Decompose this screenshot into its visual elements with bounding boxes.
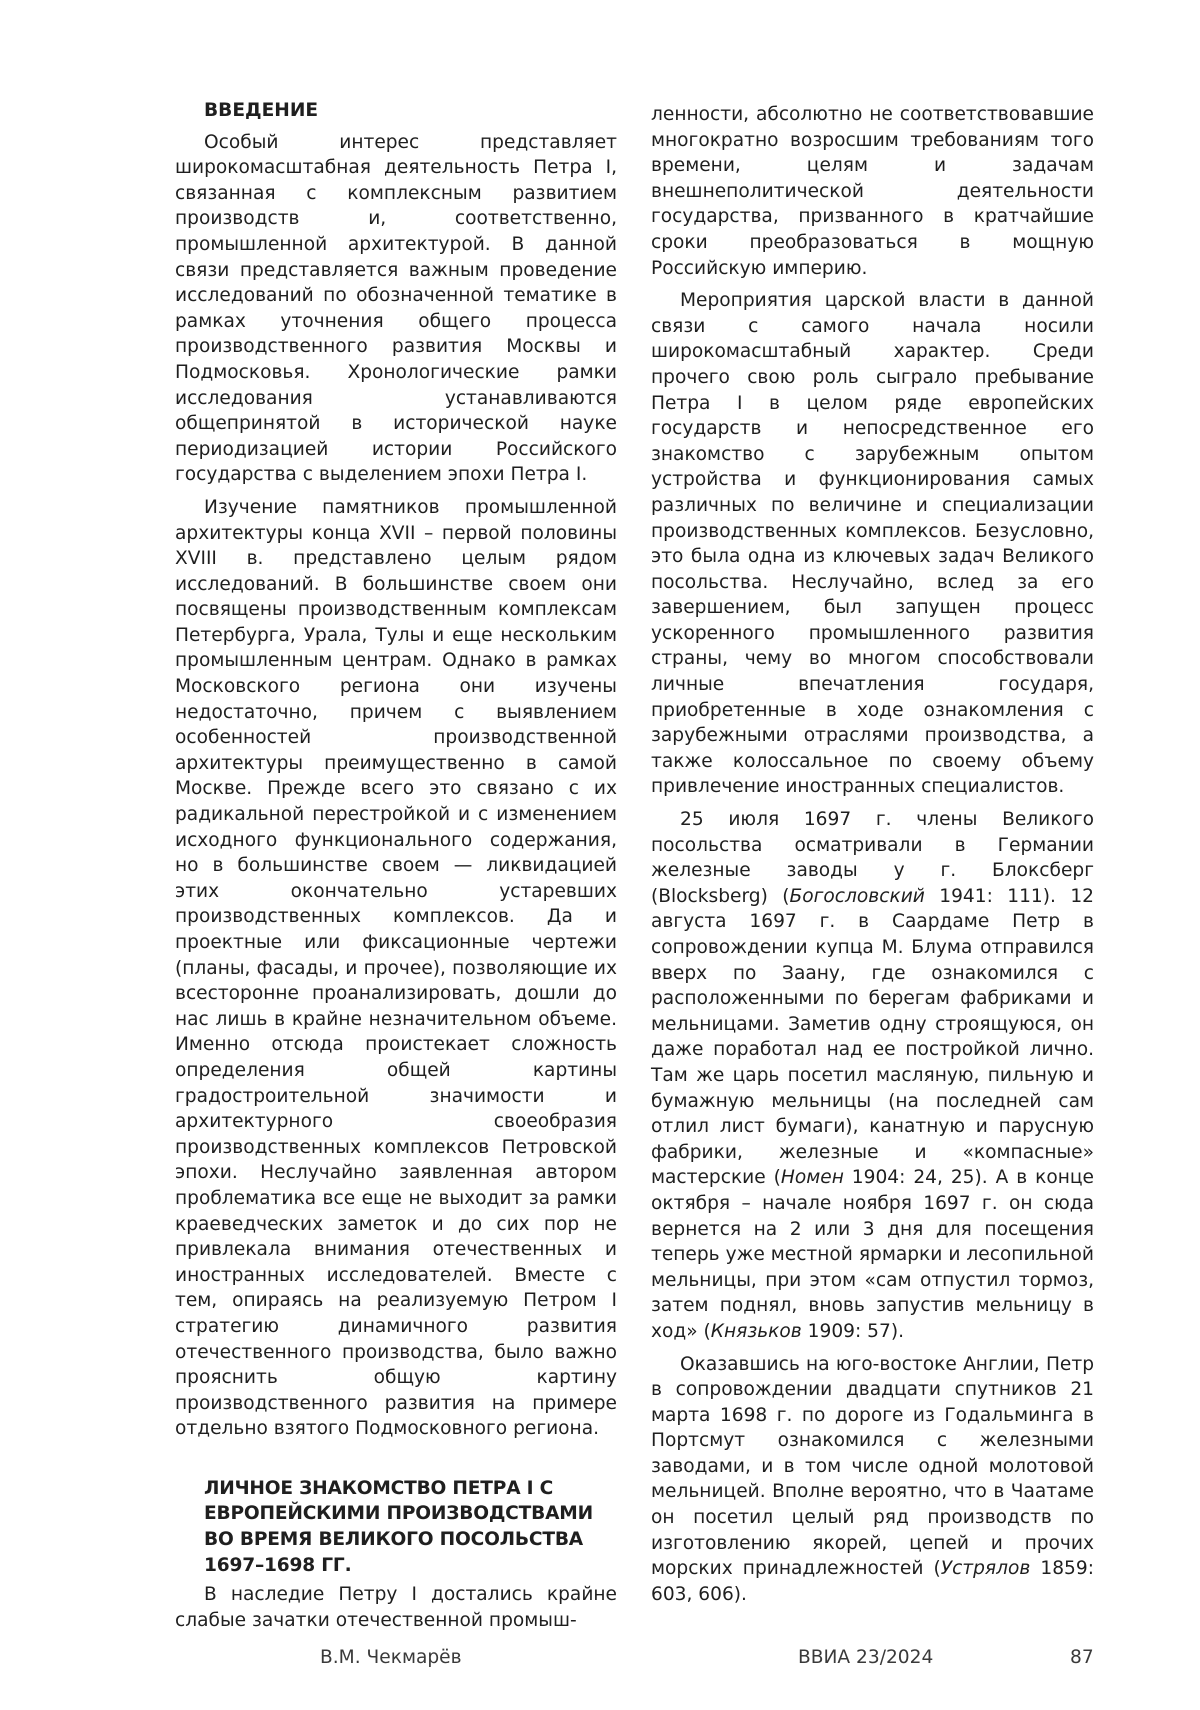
citation-author: Князьков — [710, 1320, 802, 1342]
left-column — [175, 98, 617, 1640]
section-heading-introduction: ВВЕДЕНИЕ — [204, 100, 319, 121]
page-number: 87 — [1070, 1647, 1094, 1668]
paragraph-text: 25 июля 1697 г. члены Великого посольства осматривали в Германии железные заводы у г. Блоксберг (Blocksberg) ( — [651, 809, 1094, 907]
paragraph — [651, 807, 1094, 1344]
footer-journal: ВВИА 23/2024 — [798, 1647, 934, 1668]
paragraph-text: 1909: 57). — [801, 1320, 904, 1342]
paragraph — [651, 1352, 1094, 1608]
right-column — [651, 102, 1094, 1614]
paragraph: Мероприятия царской власти в данной связи с самого начала носили широкомасштабный характер. Среди прочего свою роль сыграло пребывание Петра I в целом ряде европейских государств и непосредственное его знакомство с зарубежным опытом устройства и функционирования самых различных по величине и специализации производственных комплексов. Безусловно, это была одна из ключевых задач Великого посольства. Неслучайно, вслед за его завершением, был запущен процесс ускоренного промышленного развития страны, чему во многом способствовали личные впечатления государя, приобретенные в ходе ознакомления с зарубежными отраслями производства, а также колоссальное по своему объему привлечение иностранных специалистов. — [651, 290, 1094, 798]
paragraph-continuation: ленности, абсолютно не соответствовавшие многократно возросшим требованиям того времени, целям и задачам внешнеполитической деятельности государства, призванного в кратчайшие сроки преобразоваться в мощную Российскую империю. — [651, 104, 1094, 279]
paragraph-text: Оказавшись на юго-востоке Англии, Петр в сопровождении двадцати спутников 21 марта 1698 г. по дороге из Годальминга в Портсмут ознакомился с железными заводами, и в том числе одной молотовой мельницей. Вполне вероятно, что в Чаатаме он посетил целый ряд производств по изготовлению якорей, цепей и прочих морских принадлежностей ( — [651, 1353, 1094, 1580]
paragraph-text: 1904: 24, 25). А в конце октября – начале ноября 1697 г. он сюда вернется на 2 или 3 дня для посещения теперь уже местной ярмарки и лесопильной мельницы, при этом «сам отпустил тормоз, затем поднял, вновь запустив мельницу в ход» ( — [651, 1167, 1095, 1342]
citation-author: Номен — [780, 1167, 844, 1189]
paragraph: Изучение памятников промышленной архитектуры конца XVII – первой половины XVIII в. представлено целым рядом исследований. В большинстве своем они посвящены производственным комплексам Петербурга, Урала, Тулы и еще нескольким промышленным центрам. Однако в рамках Московского региона они изучены недостаточно, причем с выявлением особенностей производственной архитектуры преимущественно в самой Москве. Прежде всего это связано с их радикальной перестройкой и с изменением исходного функционального содержания, но в большинстве своем — ликвидацией этих окончательно устаревших производственных комплексов. Да и проектные или фиксационные чертежи (планы, фасады, и прочее), позволяющие их всесторонне проанализировать, дошли до нас лишь в крайне незначительном объеме. Именно отсюда проистекает сложность определения общей картины градостроительной значимости и архитектурного своеобразия производственных комплексов Петровской эпохи. Неслучайно заявленная автором проблематика все еще не выходит за рамки краеведческих заметок и до сих пор не привлекала внимания отечественных и иностранных исследователей. Вместе с тем, опираясь на реализуемую Петром I стратегию динамичного развития отечественного производства, было важно прояснить общую картину производственного развития на примере отдельно взятого Подмосковного региона. — [175, 496, 617, 1440]
citation-author: Устрялов — [940, 1558, 1031, 1580]
paragraph-text: 1941: 111). 12 августа 1697 г. в Саардаме Петр в сопровождении купца М. Блума отправился вверх по Заану, где ознакомился с расположенными по берегам фабриками и мельницами. Заметив одну строящуюся, он даже поработал над ее постройкой лично. Там же царь посетил масляную, пильную и бумажную мельницы (на последней сам отлил лист бумаги), канатную и парусную фабрики, железные и «компасные» мастерские ( — [651, 885, 1094, 1189]
paragraph: Особый интерес представляет широкомасштабная деятельность Петра I, связанная с комплексным развитием производств и, соответственно, промышленной архитектурой. В данной связи представляется важным проведение исследований по обозначенной тематике в рамках уточнения общего процесса производственного развития Москвы и Подмосковья. Хронологические рамки исследования устанавливаются общепринятой в исторической науке периодизацией истории Российского государства с выделением эпохи Петра I. — [175, 131, 617, 486]
paragraph: В наследие Петру I достались крайне слабые зачатки отечественной промыш- — [175, 1584, 617, 1631]
citation-author: Богословский — [789, 885, 925, 907]
section-heading-grand-embassy: ЛИЧНОЕ ЗНАКОМСТВО ПЕТРА I С ЕВРОПЕЙСКИМИ ПРОИЗВОДСТВАМИ ВО ВРЕМЯ ВЕЛИКОГО ПОСОЛЬСТВА 1697–1698 ГГ. — [204, 1477, 593, 1576]
footer-author: В.М. Чекмарёв — [320, 1647, 462, 1668]
paragraph-text: 1859: 603, 606). — [651, 1558, 1094, 1605]
